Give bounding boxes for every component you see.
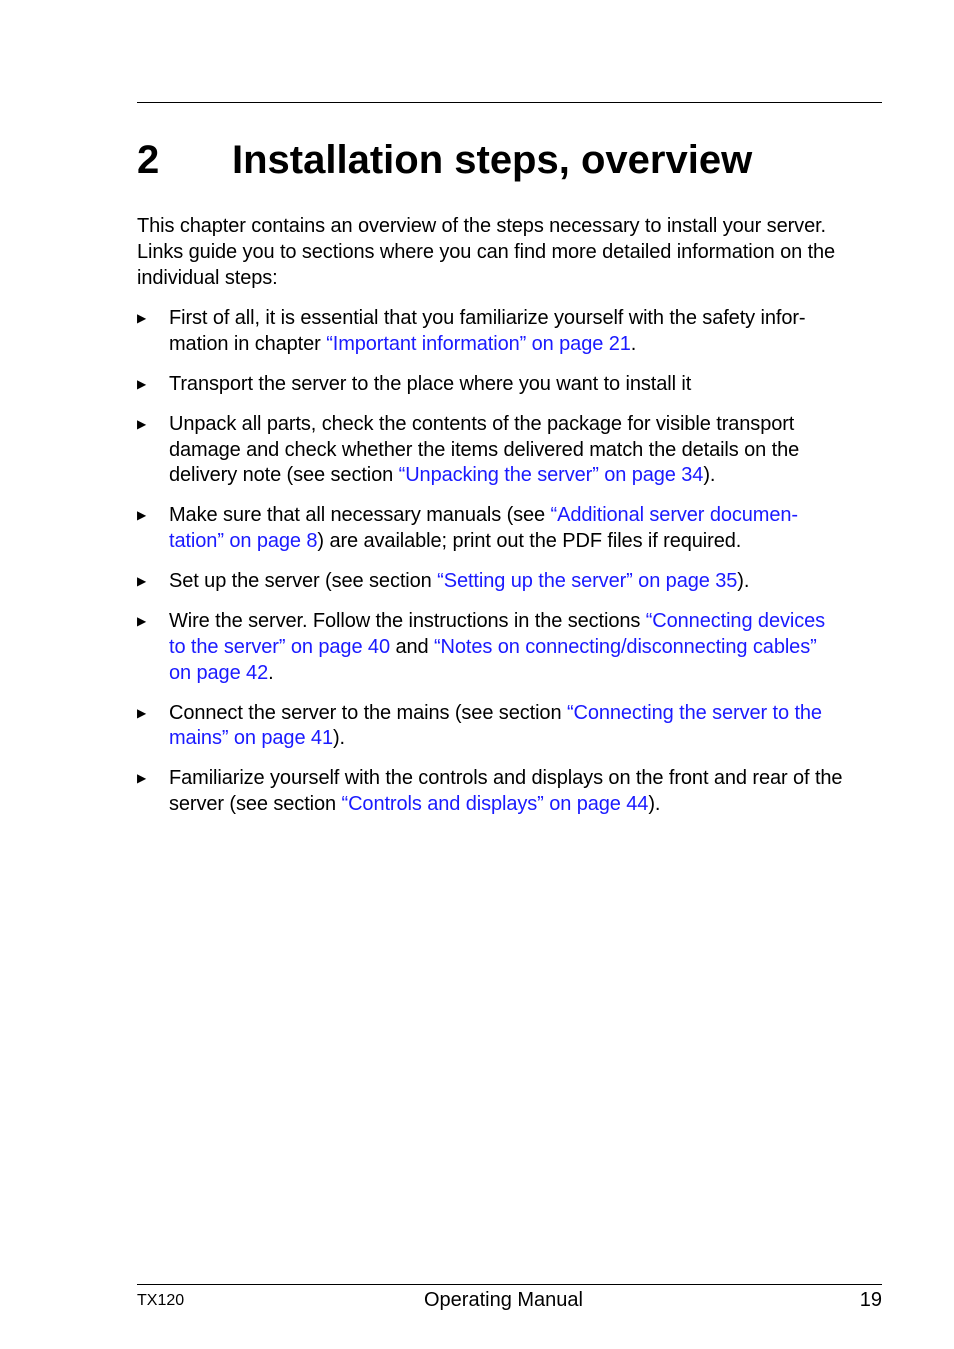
step-item <box>137 766 882 818</box>
step-text: Familiarize yourself with the controls and displays on the front and rear of the <box>169 767 843 790</box>
link-additional-documentation[interactable]: “Additional server documen- <box>550 504 798 527</box>
link-connecting-to-mains[interactable]: “Connecting the server to the <box>566 701 822 724</box>
step-text: First of all, it is essential that you familiarize yourself with the safety infor- <box>169 307 806 329</box>
intro-line: individual steps: <box>137 266 278 289</box>
step-text: . <box>268 661 274 684</box>
link-connecting-devices[interactable]: “Connecting devices <box>645 610 826 633</box>
chapter-title: Installation steps, overview <box>232 138 753 182</box>
footer-rule <box>137 1284 882 1285</box>
link-notes-on-cables[interactable]: “Notes on connecting/disconnecting cables” <box>433 635 817 658</box>
step-text-line <box>169 569 882 595</box>
step-item <box>137 701 882 753</box>
step-text: Unpack all parts, check the contents of the package for visible transport <box>169 412 795 435</box>
link-important-information[interactable]: “Important information” on page 21 <box>326 332 631 355</box>
step-text: ). <box>737 570 750 593</box>
intro-line: Links guide you to sections where you can find more detailed information on the <box>137 240 836 263</box>
triangle-right-icon: ▶ <box>137 614 147 629</box>
step-text: Set up the server (see section <box>169 570 438 593</box>
step-text: delivery note (see section <box>169 464 399 487</box>
step-text-line <box>169 701 882 727</box>
triangle-right-icon: ▶ <box>137 508 147 523</box>
step-text: damage and check whether the items delivered match the details on the <box>169 438 800 461</box>
link-connecting-to-mains[interactable]: mains” on page 41 <box>169 727 333 750</box>
step-text: mation in chapter <box>169 332 327 355</box>
step-text-line <box>169 792 882 818</box>
step-item <box>137 503 882 555</box>
step-text-line <box>169 726 882 752</box>
step-item <box>137 412 882 489</box>
link-notes-on-cables[interactable]: on page 42 <box>169 661 269 684</box>
steps-list <box>137 306 882 832</box>
triangle-right-icon: ▶ <box>137 771 147 786</box>
footer-model: TX120 <box>137 1292 185 1309</box>
step-text: ). <box>332 727 345 750</box>
chapter-heading <box>137 134 882 186</box>
step-text: . <box>630 332 637 355</box>
footer-doc-title: Operating Manual <box>424 1289 583 1311</box>
step-text: ). <box>703 464 716 487</box>
step-item <box>137 306 882 358</box>
step-text-line <box>169 635 882 661</box>
intro-line: This chapter contains an overview of the steps necessary to install your server. <box>137 215 827 237</box>
link-setting-up-server[interactable]: “Setting up the server” on page 35 <box>437 570 738 593</box>
link-additional-documentation[interactable]: tation” on page 8 <box>169 530 318 553</box>
triangle-right-icon: ▶ <box>137 574 147 589</box>
triangle-right-icon: ▶ <box>137 376 147 391</box>
header-rule <box>137 102 882 103</box>
step-text: ) are available; print out the PDF files if required. <box>317 530 742 553</box>
triangle-right-icon: ▶ <box>137 311 147 325</box>
step-text-line <box>169 661 882 687</box>
page-number: 19 <box>859 1289 882 1311</box>
step-item <box>137 372 882 398</box>
triangle-right-icon: ▶ <box>137 705 147 720</box>
link-unpacking-server[interactable]: “Unpacking the server” on page 34 <box>398 464 704 487</box>
step-text-line <box>169 609 882 635</box>
link-controls-and-displays[interactable]: “Controls and displays” on page 44 <box>341 793 649 816</box>
step-text-line <box>169 529 882 555</box>
link-connecting-devices[interactable]: to the server” on page 40 <box>169 635 390 658</box>
triangle-right-icon: ▶ <box>137 416 147 431</box>
step-text-line <box>169 503 882 529</box>
step-item <box>137 569 882 595</box>
step-text: server (see section <box>169 793 342 816</box>
step-text: Connect the server to the mains (see section <box>169 701 567 724</box>
intro-paragraph <box>137 214 882 291</box>
step-text: Wire the server. Follow the instructions in the sections <box>169 610 646 633</box>
step-text-line <box>169 332 882 358</box>
chapter-number: 2 <box>137 138 160 182</box>
step-text: Make sure that all necessary manuals (see <box>169 504 551 527</box>
step-text: Transport the server to the place where you want to install it <box>169 372 692 395</box>
step-text: and <box>389 635 434 658</box>
step-text: ). <box>648 793 661 816</box>
step-text-line <box>169 463 882 489</box>
step-item <box>137 609 882 686</box>
